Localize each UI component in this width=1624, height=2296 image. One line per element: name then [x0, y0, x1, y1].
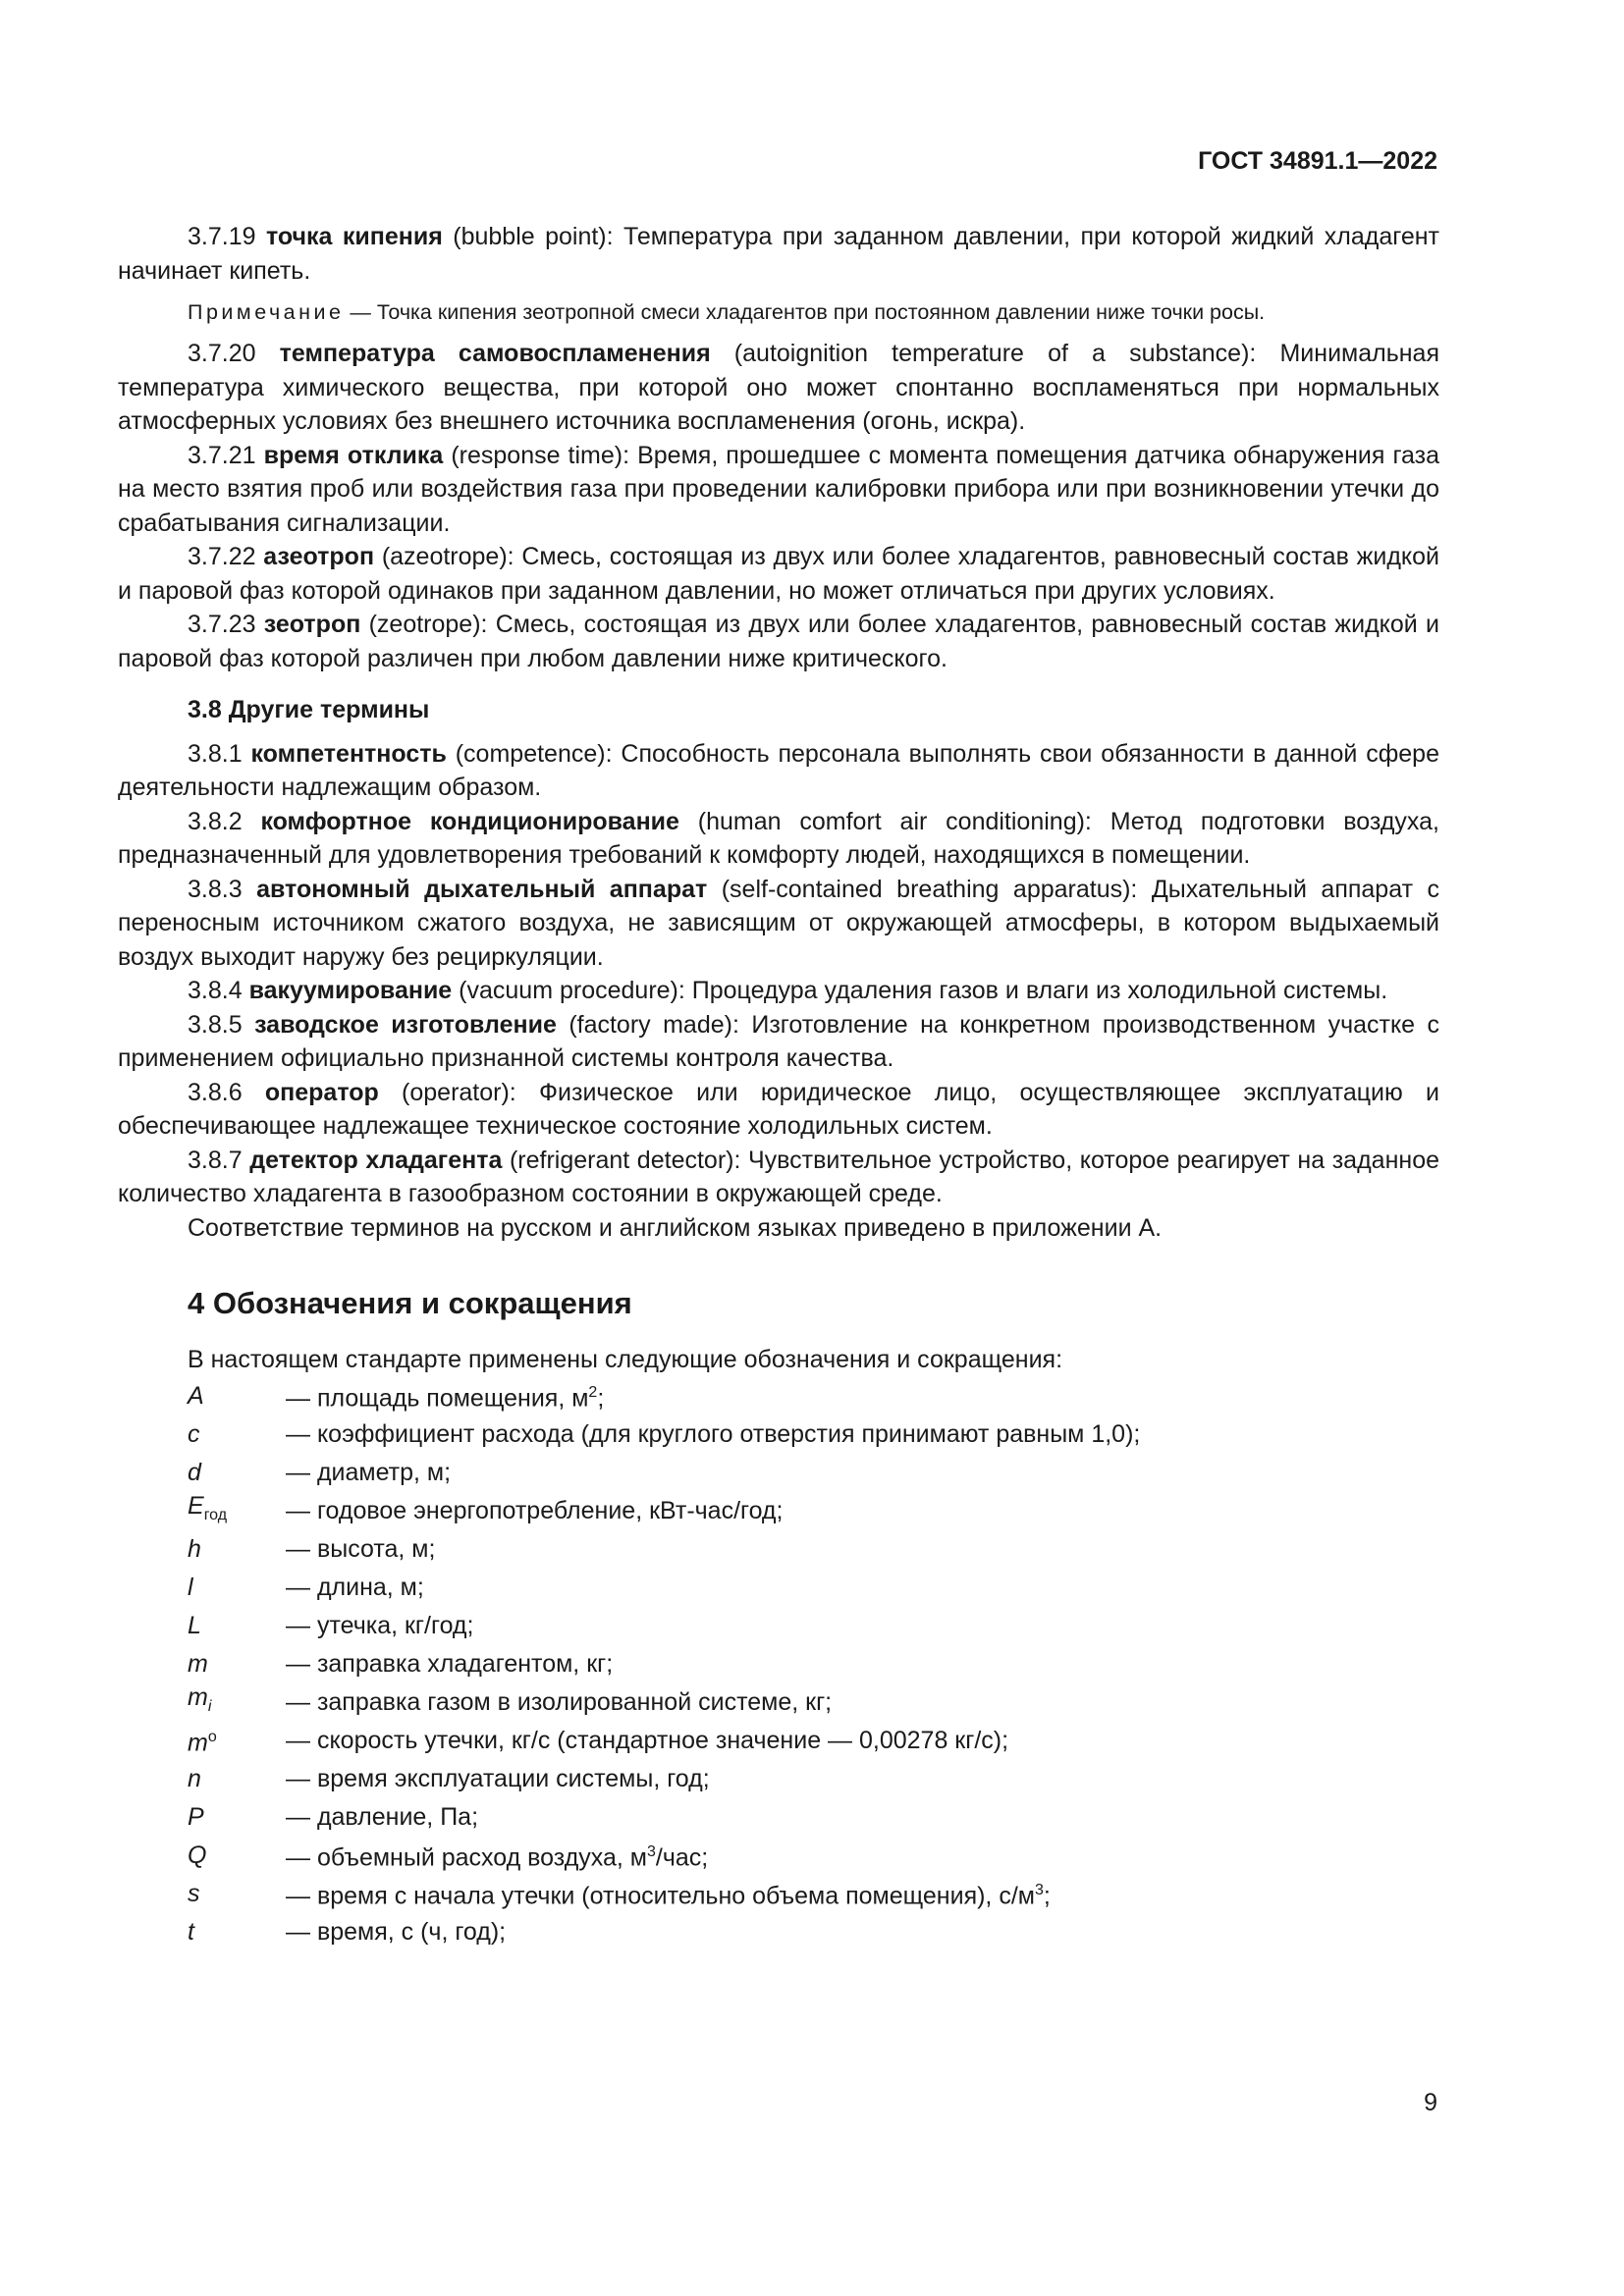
symbol-description	[286, 1609, 473, 1643]
symbol-superscript: o	[207, 1729, 217, 1746]
symbol	[188, 1681, 286, 1725]
symbol-row	[188, 1798, 1439, 1837]
description-text: — время эксплуатации системы, год;	[286, 1764, 710, 1792]
term-definition: (factory made): Изготовление на конкретном производственном участке с применением официально признанной системы контроля качества.	[118, 1010, 1440, 1072]
symbol-subscript: i	[207, 1697, 212, 1715]
symbol-row	[188, 1722, 1439, 1760]
symbol-row	[188, 1645, 1439, 1683]
term-3-8-7	[118, 1144, 1439, 1211]
symbol-letter: m	[188, 1649, 208, 1678]
symbol-row	[188, 1492, 1439, 1530]
symbol	[188, 1647, 286, 1682]
symbol-description	[286, 1762, 710, 1796]
term-title: компетентность	[250, 739, 447, 768]
term-3-8-5	[118, 1008, 1439, 1076]
term-number: 3.7.19	[188, 223, 256, 250]
symbol	[188, 1532, 286, 1567]
term-title: заводское изготовление	[254, 1010, 557, 1039]
term-definition: (operator): Физическое или юридическое лицо, осуществляющее эксплуатацию и обеспечивающее надлежащее техническое состояние холодильных систем.	[118, 1078, 1439, 1140]
symbol-letter: l	[188, 1573, 193, 1601]
term-title: температура самовоспламенения	[279, 340, 711, 367]
term-definition: (human comfort air conditioning): Метод подготовки воздуха, предназначенный для удовлетворения требований к комфорту людей, находящихся в помещении.	[118, 807, 1439, 869]
symbol-description	[286, 1874, 1051, 1913]
symbol	[188, 1721, 286, 1760]
description-text: — заправка газом в изолированной системе, кг;	[286, 1687, 833, 1716]
symbol	[188, 1456, 286, 1490]
description-text: — время с начала утечки (относительно объема помещения), с/м	[286, 1882, 1035, 1910]
description-text: — утечка, кг/год;	[286, 1611, 474, 1639]
symbol-letter: n	[188, 1764, 201, 1792]
symbol-letter: m	[188, 1729, 208, 1757]
term-3-8-1	[118, 737, 1439, 805]
symbol-row	[188, 1569, 1439, 1607]
term-definition: (azeotrope): Смесь, состоящая из двух или более хладагентов, равновесный состав жидкой и паровой фаз которой одинаков при заданном давлении, но может отличаться при других условиях.	[118, 543, 1439, 605]
symbol	[188, 1571, 286, 1605]
note-text: — Точка кипения зеотропной смеси хладагентов при постоянном давлении ниже точки росы.	[344, 300, 1266, 324]
symbol	[188, 1379, 286, 1414]
symbol-description	[286, 1800, 478, 1835]
description-text: — высота, м;	[286, 1534, 436, 1563]
symbol-letter: L	[188, 1611, 201, 1639]
description-tail: ;	[597, 1384, 605, 1413]
description-text: — площадь помещения, м	[286, 1384, 589, 1413]
term-number: 3.7.23	[188, 611, 256, 638]
symbol-row	[188, 1415, 1439, 1454]
symbol-description	[286, 1647, 613, 1682]
description-superscript: 2	[588, 1384, 598, 1402]
term-definition: (bubble point): Температура при заданном давлении, при которой жидкий хладагент начинает кипеть.	[118, 223, 1439, 285]
term-3-7-20	[118, 337, 1439, 439]
term-3-8-6	[118, 1076, 1439, 1144]
description-text: — заправка хладагентом, кг;	[286, 1649, 614, 1678]
description-text: — объемный расход воздуха, м	[286, 1843, 647, 1872]
term-title: вакуумирование	[248, 977, 453, 1004]
symbol-row	[188, 1913, 1439, 1951]
symbol-letter: A	[188, 1381, 204, 1410]
page-number: 9	[1424, 2089, 1437, 2116]
term-title: время отклика	[263, 441, 444, 469]
description-superscript: 3	[646, 1843, 656, 1861]
term-number: 3.7.22	[188, 543, 256, 570]
symbol-letter: E	[188, 1491, 204, 1520]
symbol-letter: Q	[188, 1841, 207, 1869]
symbol-row	[188, 1607, 1439, 1645]
symbols-list	[188, 1377, 1439, 1951]
section-4-heading: 4 Обозначения и сокращения	[188, 1286, 632, 1320]
symbol-description	[286, 1376, 604, 1415]
term-title: автономный дыхательный аппарат	[256, 875, 708, 903]
term-number: 3.8.1	[188, 739, 243, 768]
term-number: 3.8.3	[188, 875, 243, 903]
term-3-7-19	[118, 220, 1439, 288]
term-3-7-22	[118, 540, 1439, 608]
symbol-letter: d	[188, 1458, 201, 1486]
term-number: 3.8.5	[188, 1010, 243, 1039]
term-definition: (refrigerant detector): Чувствительное устройство, которое реагирует на заданное количество хладагента в газообразном состоянии в окружающей среде.	[118, 1146, 1439, 1207]
term-3-7-23	[118, 608, 1439, 675]
term-definition: (self-contained breathing apparatus): Дыхательный аппарат с переносным источником сжатого воздуха, не зависящим от окружающей атмосферы, в котором выдыхаемый воздух выходит наружу без рециркуляции.	[118, 875, 1439, 971]
term-3-8-4	[118, 974, 1439, 1008]
symbol-row	[188, 1875, 1439, 1913]
description-tail: ;	[1043, 1882, 1051, 1910]
description-text: — годовое энергопотребление, кВт-час/год;	[286, 1496, 784, 1524]
symbol-description	[286, 1724, 1008, 1758]
description-text: — коэффициент расхода (для круглого отверстия принимают равным 1,0);	[286, 1419, 1141, 1448]
term-number: 3.8.6	[188, 1078, 243, 1106]
symbol-subscript: год	[203, 1506, 228, 1523]
term-number: 3.7.21	[188, 441, 256, 469]
description-text: — скорость утечки, кг/с (стандартное значение — 0,00278 кг/с);	[286, 1726, 1009, 1754]
term-title: точка кипения	[265, 223, 443, 250]
term-title: детектор хладагента	[249, 1146, 503, 1174]
symbol	[188, 1417, 286, 1452]
term-title: оператор	[264, 1078, 379, 1106]
symbol-letter: c	[188, 1419, 200, 1448]
term-definition: (autoignition temperature of a substance): Минимальная температура химического вещества, при которой оно может спонтанно воспламеняться при нормальных атмосферных условиях без внешнего источника воспламенения (огонь, искра).	[118, 340, 1439, 435]
term-number: 3.7.20	[188, 340, 256, 367]
symbols-intro: В настоящем стандарте применены следующие обозначения и сокращения:	[188, 1346, 1063, 1373]
term-title: комфортное кондиционирование	[260, 807, 679, 835]
term-3-8-2	[118, 805, 1439, 873]
symbol-row	[188, 1837, 1439, 1875]
term-number: 3.8.2	[188, 807, 243, 835]
symbol-description	[286, 1532, 435, 1567]
note-label: Примечание	[188, 300, 345, 324]
term-3-8-3	[118, 873, 1439, 975]
symbol	[188, 1877, 286, 1911]
symbol	[188, 1762, 286, 1796]
symbol-letter: m	[188, 1682, 208, 1711]
term-3-7-21	[118, 439, 1439, 541]
term-title: зеотроп	[263, 611, 361, 638]
symbol-row	[188, 1377, 1439, 1415]
symbol-row	[188, 1530, 1439, 1569]
symbol-description	[286, 1456, 451, 1490]
term-number: 3.8.4	[188, 977, 243, 1004]
page-content	[118, 220, 1439, 1951]
symbol-description	[286, 1417, 1140, 1452]
symbol-description	[286, 1685, 832, 1720]
term-title: азеотроп	[263, 543, 375, 570]
term-definition: (zeotrope): Смесь, состоящая из двух или более хладагентов, равновесный состав жидкой и паровой фаз которой различен при любом давлении ниже критического.	[118, 611, 1439, 672]
symbol	[188, 1489, 286, 1533]
symbol-description	[286, 1915, 506, 1949]
symbol	[188, 1915, 286, 1949]
symbol	[188, 1839, 286, 1873]
symbol-letter: P	[188, 1802, 204, 1831]
symbol-description	[286, 1571, 424, 1605]
description-tail: /час;	[655, 1843, 709, 1872]
symbol-letter: h	[188, 1534, 201, 1563]
section-3-8-heading: 3.8 Другие термины	[188, 696, 430, 723]
symbol-letter: s	[188, 1879, 200, 1907]
description-superscript: 3	[1034, 1882, 1044, 1899]
symbol	[188, 1609, 286, 1643]
term-definition: (response time): Время, прошедшее с момента помещения датчика обнаружения газа на место взятия проб или воздействия газа при проведении калибровки прибора или при возникновении утечки до срабатывания сигнализации.	[118, 441, 1439, 537]
term-number: 3.8.7	[188, 1146, 243, 1174]
symbol-letter: t	[188, 1917, 194, 1946]
description-text: — давление, Па;	[286, 1802, 479, 1831]
term-definition: (competence): Способность персонала выполнять свои обязанности в данной сфере деятельности надлежащим образом.	[118, 739, 1439, 801]
symbol-row	[188, 1454, 1439, 1492]
closing-paragraph: Соответствие терминов на русском и английском языках приведено в приложении А.	[188, 1213, 1163, 1242]
description-text: — время, с (ч, год);	[286, 1917, 507, 1946]
symbol	[188, 1800, 286, 1835]
symbol-description	[286, 1836, 708, 1875]
symbol-row	[188, 1760, 1439, 1798]
document-header: ГОСТ 34891.1—2022	[1198, 147, 1437, 175]
description-text: — диаметр, м;	[286, 1458, 452, 1486]
term-definition: (vacuum procedure): Процедура удаления газов и влаги из холодильной системы.	[452, 977, 1388, 1004]
symbol-row	[188, 1683, 1439, 1722]
description-text: — длина, м;	[286, 1573, 424, 1601]
symbol-description	[286, 1494, 783, 1528]
note	[118, 297, 1439, 327]
